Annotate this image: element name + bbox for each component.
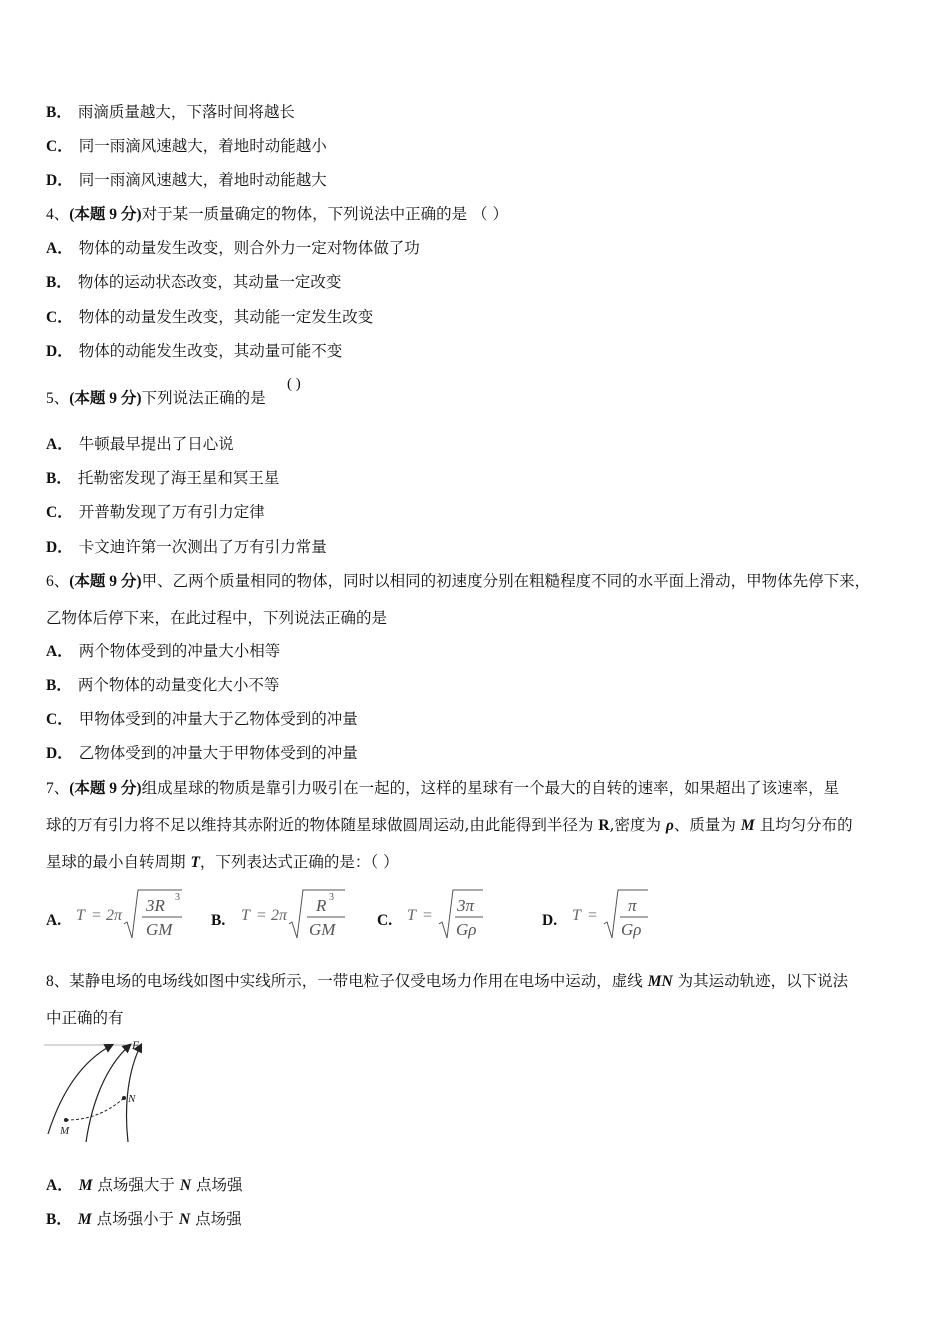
question-meta: (本题 9 分) — [69, 390, 142, 407]
question-number: 6、 — [46, 573, 70, 590]
option-label: A． — [46, 643, 73, 660]
option-text: 托勒密发现了海王星和冥王星 — [77, 469, 280, 487]
symbol-N: N — [179, 1177, 192, 1194]
text-segment: 星球的最小自转周期 — [46, 853, 191, 871]
option-text: 物体的动能发生改变，其动量可能不变 — [78, 342, 343, 360]
q4-option-b — [46, 272, 341, 293]
option-label: B． — [46, 677, 72, 694]
q5-option-b — [46, 468, 279, 489]
formula-lhs: T — [241, 907, 250, 924]
option-label: B． — [46, 274, 72, 291]
question-number: 7、 — [46, 780, 70, 797]
symbol-N: N — [179, 1211, 191, 1228]
q6-stem-line2: 乙物体后停下来，在此过程中，下列说法正确的是 — [46, 609, 388, 627]
q7-stem-line3 — [46, 852, 399, 873]
option-label: A. — [46, 912, 62, 929]
text-segment: 且均匀分布的 — [754, 816, 853, 834]
text-segment: 点场强大于 — [92, 1176, 180, 1194]
question-number: 8、 — [46, 973, 70, 990]
text-segment: 、质量为 — [673, 816, 741, 834]
q6-option-c — [46, 709, 358, 730]
option-label: D． — [46, 172, 73, 189]
option-text: 两个物体受到的冲量大小相等 — [78, 642, 281, 660]
symbol-M: M — [78, 1177, 93, 1194]
option-label: D． — [46, 343, 73, 360]
formula-numerator: R — [316, 896, 327, 915]
formula-denominator: GM — [309, 920, 336, 939]
option-text: 物体的动量发生改变，则合外力一定对物体做了功 — [78, 239, 420, 257]
label-N: N — [128, 1093, 136, 1105]
option-label: C． — [46, 711, 73, 728]
symbol-T: T — [190, 854, 200, 871]
option-text: 甲物体受到的冲量大于乙物体受到的冲量 — [78, 710, 358, 728]
q3-option-c — [46, 136, 327, 157]
q6-option-a — [46, 641, 280, 662]
option-label: D． — [46, 745, 73, 762]
option-text: 雨滴质量越大，下落时间将越长 — [77, 103, 295, 121]
question-text: 组成星球的物质是靠引力吸引在一起的，这样的星球有一个最大的自转的速率，如果超出了该速率，星 — [141, 779, 840, 797]
formula-eq: = — [92, 907, 102, 924]
label-M: M — [60, 1125, 70, 1137]
q3-option-d — [46, 170, 327, 191]
option-text: 牛顿最早提出了日心说 — [78, 435, 234, 453]
formula-num-exponent: 3 — [175, 892, 180, 903]
option-label: D． — [46, 539, 73, 556]
formula-c — [377, 884, 527, 944]
option-label: D. — [542, 912, 558, 929]
symbol-M: M — [740, 817, 755, 834]
field-line-2 — [86, 1045, 130, 1142]
option-text: 同一雨滴风速越大，着地时动能越大 — [78, 171, 327, 189]
formula-numerator: 3π — [457, 896, 475, 915]
q3-option-b — [46, 102, 295, 123]
option-text: 两个物体的动量变化大小不等 — [77, 676, 280, 694]
symbol-M: M — [77, 1211, 92, 1228]
formula-numerator: π — [628, 896, 637, 915]
point-N — [122, 1096, 126, 1100]
question-number: 5、 — [46, 390, 70, 407]
option-label: C． — [46, 504, 73, 521]
option-text: 开普勒发现了万有引力定律 — [78, 503, 265, 521]
option-label: A． — [46, 240, 73, 257]
option-text: 物体的运动状态改变，其动量一定改变 — [77, 273, 342, 291]
option-text: 同一雨滴风速越大，着地时动能越小 — [78, 137, 327, 155]
formula-numerator: 3R — [146, 896, 165, 915]
q6-option-b — [46, 675, 279, 696]
question-meta: (本题 9 分) — [69, 780, 142, 797]
text-segment: 球的万有引力将不足以维持其赤附近的物体随星球做圆周运动,由此能得到半径为 — [46, 816, 599, 834]
formula-lhs: T — [572, 907, 581, 924]
q8-option-b — [46, 1209, 242, 1230]
q5-option-c — [46, 502, 265, 523]
text-segment: 点场强 — [190, 1210, 242, 1228]
option-label: B. — [211, 912, 226, 929]
question-text: 下列说法正确的是 — [141, 389, 266, 407]
text-segment: 某静电场的电场线如图中实线所示，一带电粒子仅受电场力作用在电场中运动，虚线 — [69, 972, 648, 990]
q6-stem-line1 — [46, 571, 870, 592]
formula-eq: = — [588, 907, 598, 924]
q5-stem — [46, 388, 266, 409]
q4-option-d — [46, 341, 342, 362]
q5-answer-paren: ( ) — [287, 376, 301, 392]
question-text: 甲、乙两个质量相同的物体，同时以相同的初速度分别在粗糙程度不同的水平面上滑动，甲物体先停下来， — [141, 572, 871, 590]
q7-stem-line2 — [46, 815, 853, 836]
point-M — [64, 1118, 68, 1122]
formula-eq: = — [257, 907, 267, 924]
question-meta: (本题 9 分) — [69, 206, 142, 223]
question-number: 4、 — [46, 206, 70, 223]
option-label: C． — [46, 309, 73, 326]
formula-denominator: GM — [146, 920, 173, 939]
text-segment: 点场强 — [191, 1176, 243, 1194]
q5-option-a — [46, 434, 234, 455]
symbol-R: R — [598, 817, 610, 834]
option-label: B． — [46, 470, 72, 487]
q7-option-a — [46, 884, 196, 944]
question-meta: (本题 9 分) — [69, 573, 142, 590]
q8-stem-line1 — [46, 971, 848, 992]
formula-denominator: Gρ — [456, 920, 477, 939]
option-label: C. — [377, 912, 393, 929]
formula-lhs: T — [407, 907, 416, 924]
option-label: A． — [46, 436, 73, 453]
q7-option-b — [211, 884, 361, 944]
option-label: B． — [46, 104, 72, 121]
option-text: 卡文迪许第一次测出了万有引力常量 — [78, 538, 327, 556]
formula-a — [46, 884, 196, 944]
text-segment: ，下列表达式正确的是：（ ） — [199, 853, 399, 871]
electric-field-figure — [42, 1036, 152, 1146]
formula-coef: 2π — [271, 907, 288, 924]
option-label: C． — [46, 138, 73, 155]
formula-denominator: Gρ — [621, 920, 642, 939]
q4-option-c — [46, 307, 373, 328]
option-label: B． — [46, 1211, 72, 1228]
label-E: E — [132, 1038, 140, 1052]
q5-option-d — [46, 537, 327, 558]
text-segment: 为其运动轨迹，以下说法 — [672, 972, 849, 990]
option-text: 物体的动量发生改变，其动能一定发生改变 — [78, 308, 374, 326]
symbol-MN: MN — [647, 973, 673, 990]
q7-stem-line1 — [46, 778, 839, 799]
q4-stem — [46, 204, 508, 225]
field-line-1 — [48, 1045, 112, 1134]
q8-option-a — [46, 1175, 243, 1196]
symbol-rho: ρ — [665, 817, 674, 834]
text-segment: 点场强小于 — [91, 1210, 179, 1228]
q8-stem-line2: 中正确的有 — [46, 1009, 124, 1027]
q7-option-c — [377, 884, 527, 944]
q4-option-a — [46, 238, 420, 259]
option-text: 乙物体受到的冲量大于甲物体受到的冲量 — [78, 744, 358, 762]
question-text: 对于某一质量确定的物体，下列说法中正确的是 （ ） — [141, 205, 508, 223]
formula-b — [211, 884, 361, 944]
text-segment: ,密度为 — [609, 816, 666, 834]
formula-d — [542, 884, 692, 944]
formula-num-exponent: 3 — [329, 892, 334, 903]
formula-lhs: T — [76, 907, 85, 924]
option-label: A． — [46, 1177, 73, 1194]
q6-option-d — [46, 743, 358, 764]
formula-coef: 2π — [106, 907, 123, 924]
q7-option-d — [542, 884, 692, 944]
formula-eq: = — [423, 907, 433, 924]
